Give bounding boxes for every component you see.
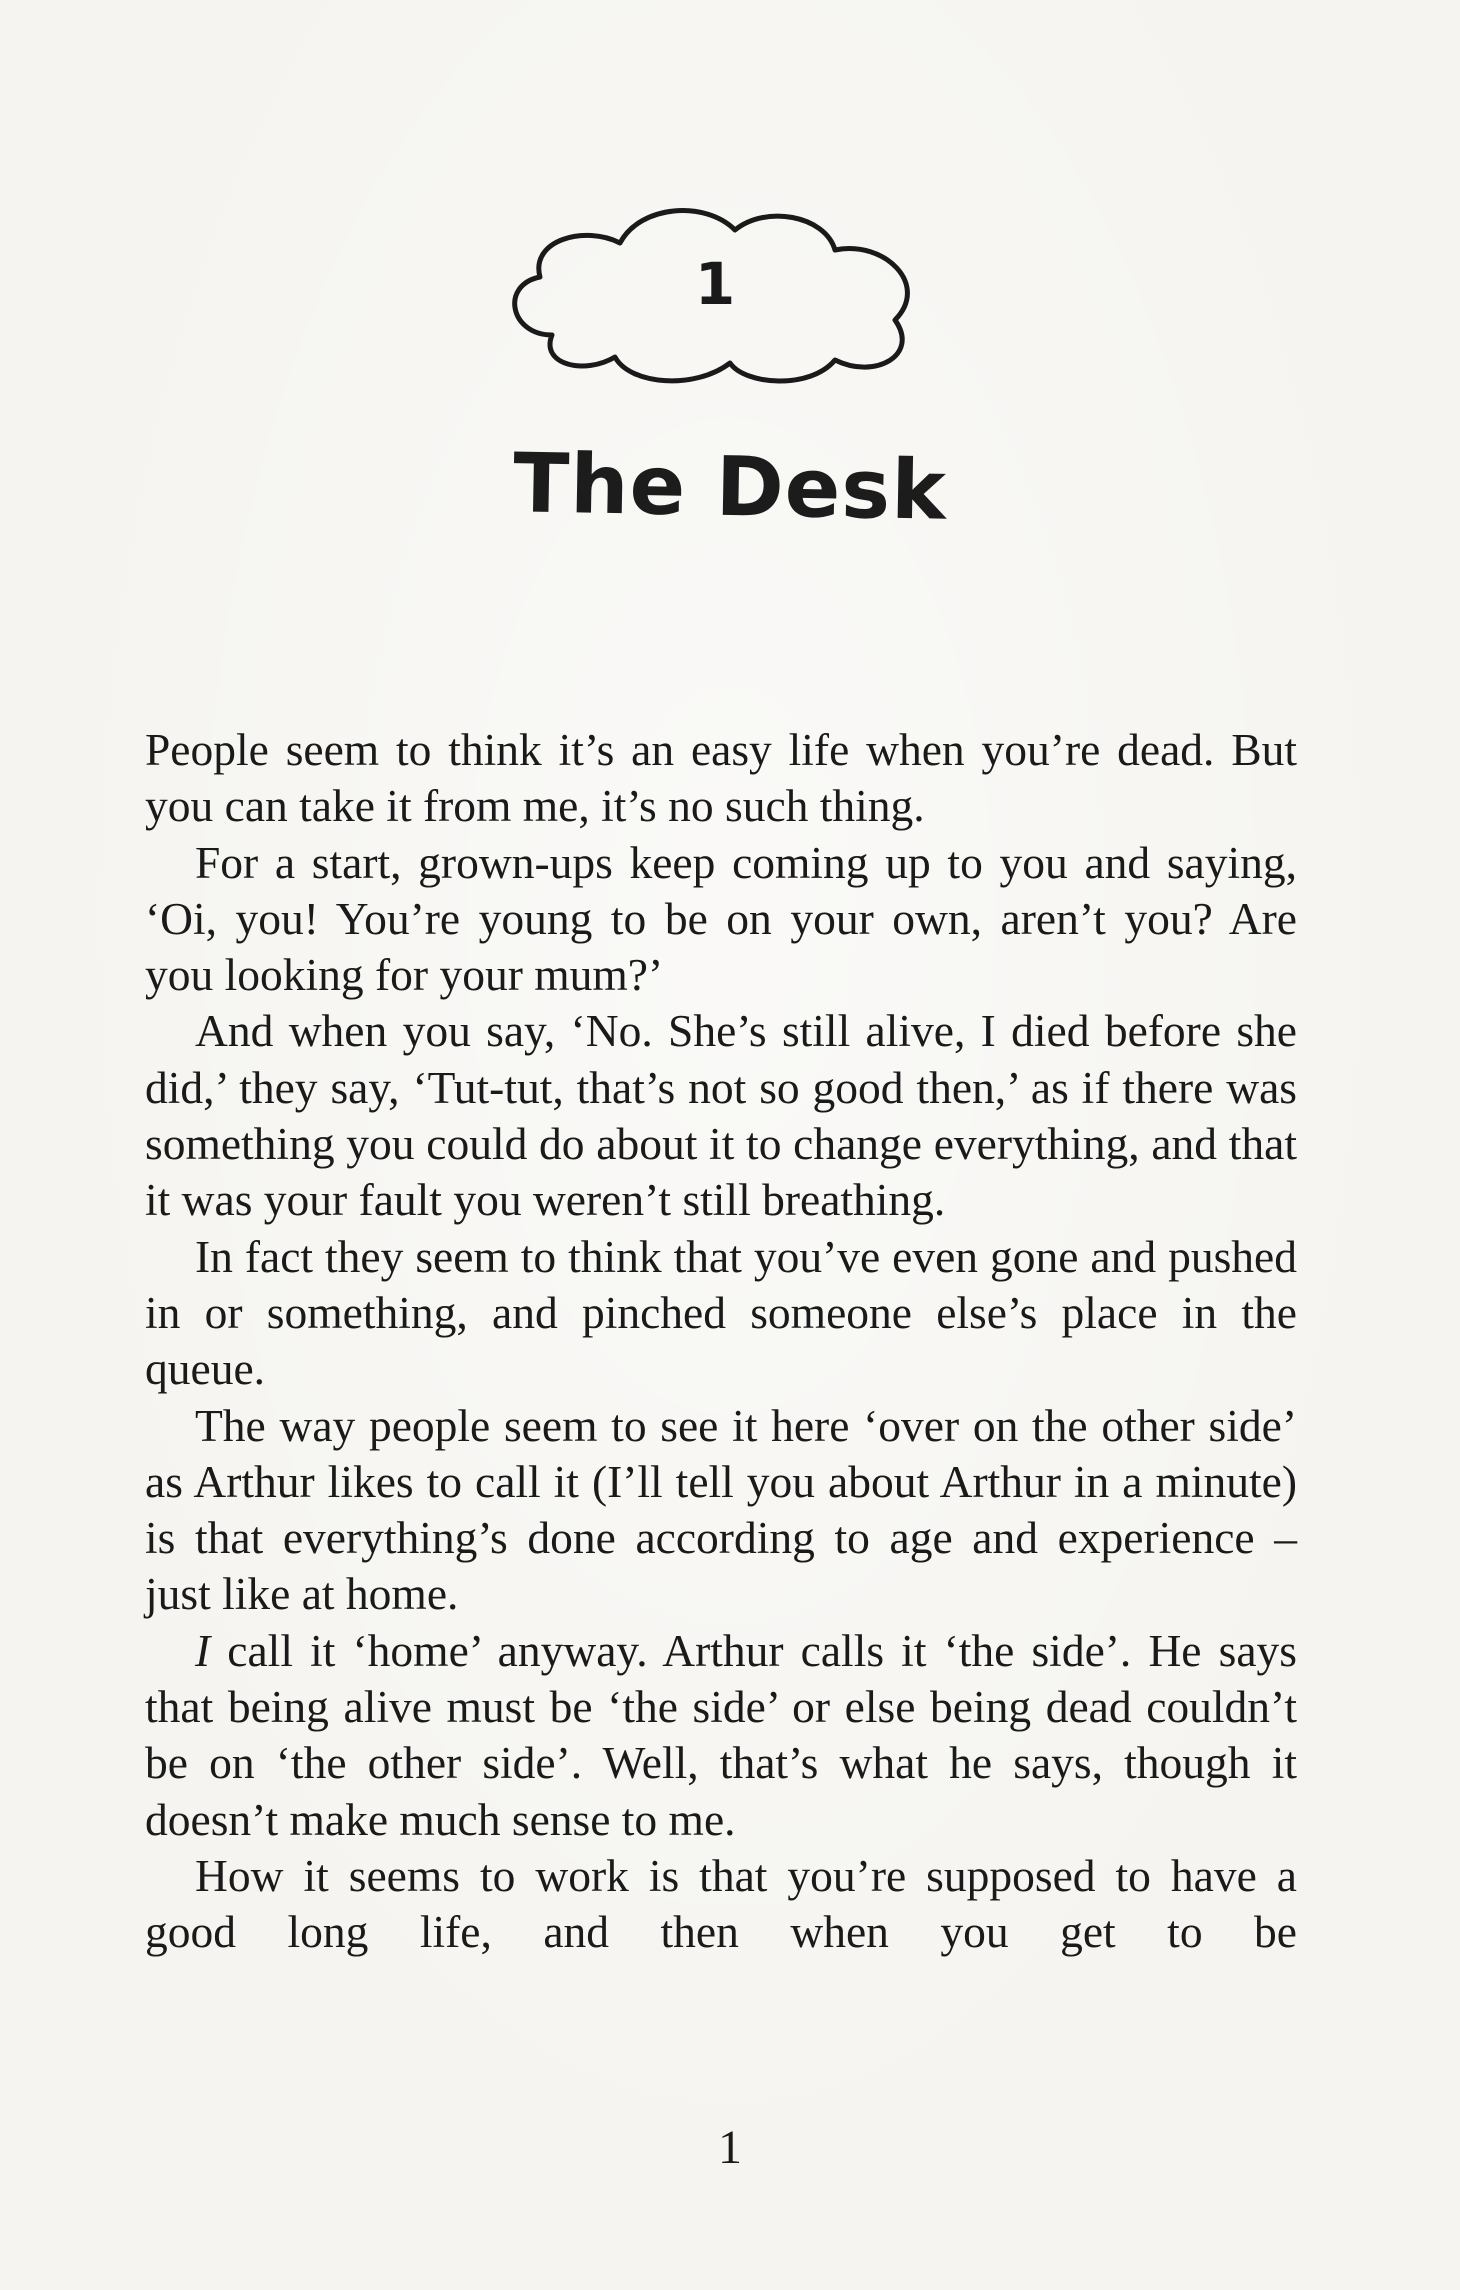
paragraph: The way people seem to see it here ‘over on the other side’ as Arthur likes to call it (I’ll tell you about Arthur in a minute) is that everything’s done according to age and experience – just like at home.: [145, 1399, 1297, 1620]
paragraph: For a start, grown-ups keep coming up to you and saying, ‘Oi, you! You’re young to be on your own, aren’t you? Are you looking for your mum?’: [145, 836, 1297, 1001]
chapter-cloud-badge: [490, 185, 940, 395]
body-text: [145, 722, 1297, 1961]
chapter-number: 1: [694, 250, 736, 318]
chapter-title: The Desk: [512, 436, 948, 539]
page-number: 1: [718, 2121, 742, 2174]
paragraph: [145, 1623, 1297, 1848]
paragraph-text: call it ‘home’ anyway. Arthur calls it ‘the side’. He says that being alive must be ‘the side’ or else being dead couldn’t be on ‘the other side’. Well, that’s what he says, though it doesn’t make much sense to me.: [145, 1624, 1297, 1845]
paragraph: And when you say, ‘No. She’s still alive, I died before she did,’ they say, ‘Tut-tut, that’s not so good then,’ as if there was something you could do about it to change everything, and that it was your fault you weren’t still breathing.: [145, 1005, 1297, 1226]
paragraph: People seem to think it’s an easy life when you’re dead. But you can take it from me, it’s no such thing.: [145, 724, 1297, 832]
paragraph: How it seems to work is that you’re supposed to have a good long life, and then when you get to be: [145, 1849, 1297, 1958]
italic-lead: I: [195, 1624, 211, 1676]
paragraph: In fact they seem to think that you’ve even gone and pushed in or something, and pinched someone else’s place in the queue.: [145, 1230, 1297, 1395]
